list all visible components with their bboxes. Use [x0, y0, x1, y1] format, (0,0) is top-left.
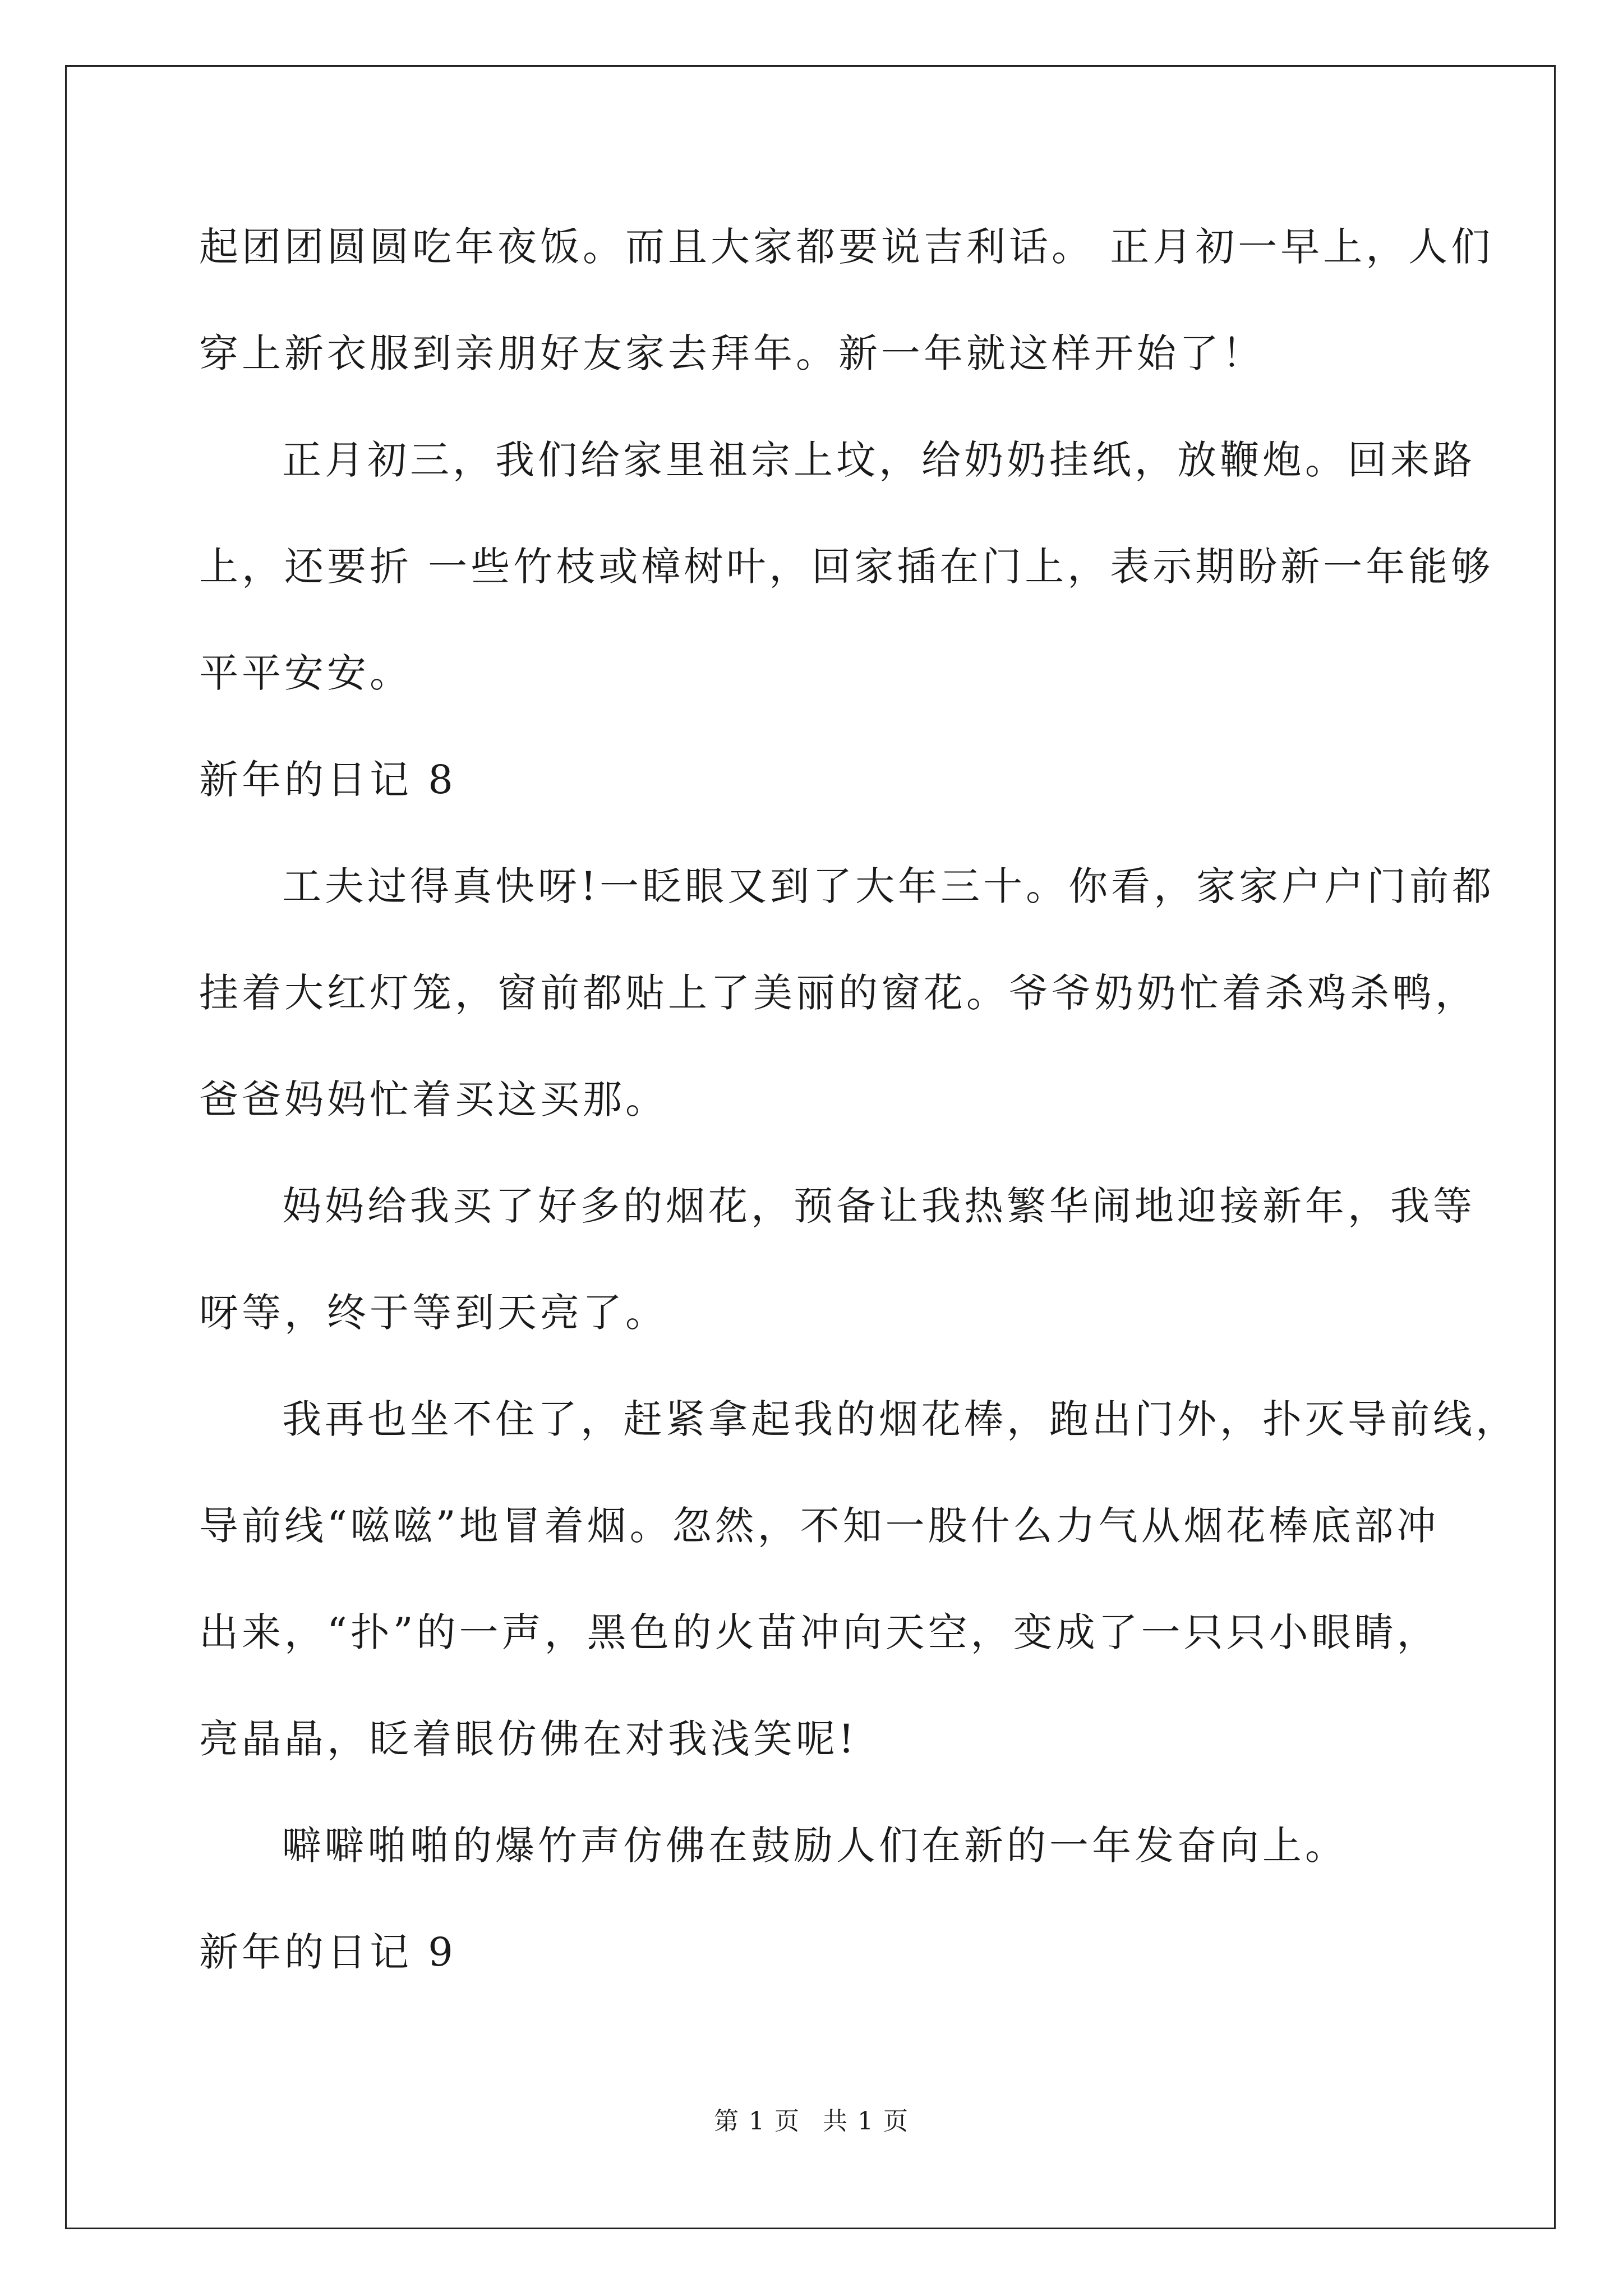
- text-line: 导前线“嗞嗞”地冒着烟。忽然，不知一股什么力气从烟花棒底部冲: [199, 1503, 1440, 1549]
- paragraph-start-line: 正月初三，我们给家里祖宗上坟，给奶奶挂纸，放鞭炮。回来路: [282, 437, 1476, 483]
- text-line: 呀等，终于等到天亮了。: [199, 1290, 668, 1336]
- paragraph-start-line: 我再也坐不住了，赶紧拿起我的烟花棒，跑出门外，扑灭导前线，: [282, 1396, 1518, 1442]
- text-line: 起团团圆圆吃年夜饭。而且大家都要说吉利话。 正月初一早上，人们: [199, 224, 1494, 270]
- text-line: 出来，“扑”的一声，黑色的火苗冲向天空，变成了一只只小眼睛，: [199, 1609, 1440, 1655]
- text-line: 平平安安。: [199, 650, 412, 696]
- paragraph-start-line: 工夫过得真快呀!一眨眼又到了大年三十。你看，家家户户门前都: [282, 863, 1495, 909]
- text-line: 爸爸妈妈忙着买这买那。: [199, 1076, 668, 1122]
- paragraph-start-line: 妈妈给我买了好多的烟花，预备让我热繁华闹地迎接新年，我等: [282, 1183, 1476, 1229]
- text-line: 挂着大红灯笼，窗前都贴上了美丽的窗花。爷爷奶奶忙着杀鸡杀鸭，: [199, 970, 1478, 1016]
- text-line: 亮晶晶，眨着眼仿佛在对我浅笑呢!: [199, 1716, 858, 1762]
- section-heading: 新年的日记 9: [199, 1929, 457, 1975]
- text-line: 上，还要折 一些竹枝或樟树叶，回家插在门上，表示期盼新一年能够: [199, 544, 1494, 590]
- page-number: 第 1 页: [714, 2107, 800, 2136]
- page-total: 共 1 页: [823, 2107, 909, 2136]
- section-heading: 新年的日记 8: [199, 757, 457, 803]
- document-body: [199, 213, 1518, 2025]
- text-line: 穿上新衣服到亲朋好友家去拜年。新一年就这样开始了！: [199, 330, 1265, 376]
- page-footer: [0, 2105, 1623, 2138]
- paragraph-start-line: 噼噼啪啪的爆竹声仿佛在鼓励人们在新的一年发奋向上。: [282, 1823, 1348, 1869]
